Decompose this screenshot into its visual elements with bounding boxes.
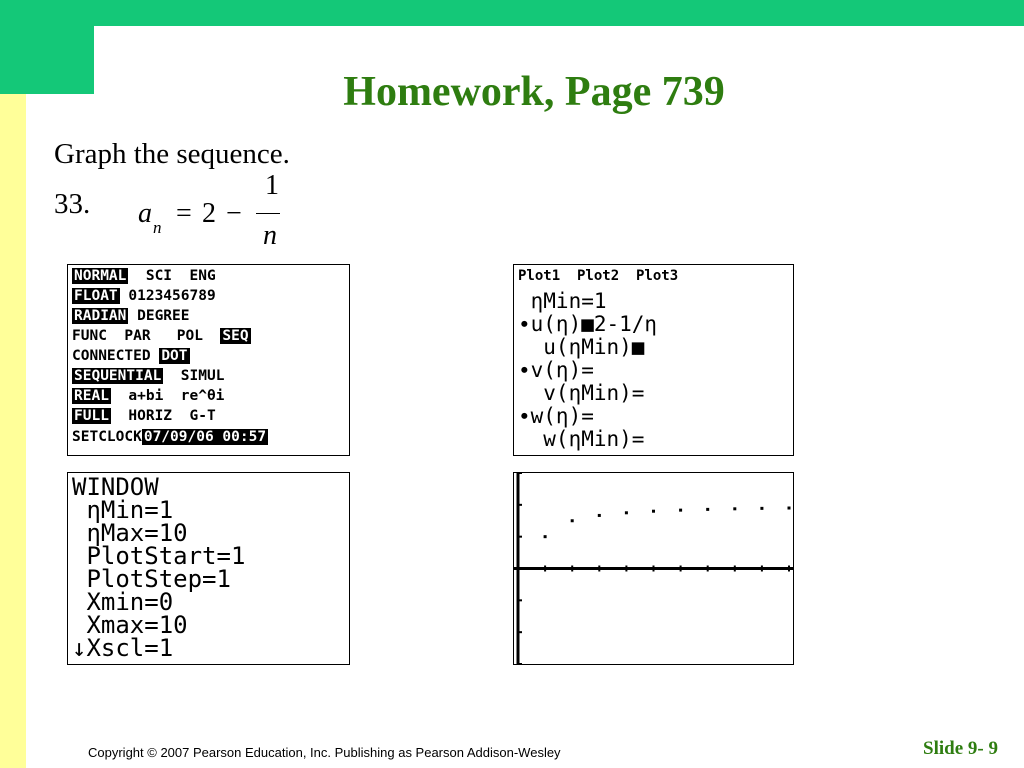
slide-title: Homework, Page 739 <box>343 69 725 115</box>
y-editor-line: w(ηMin)= <box>518 427 645 451</box>
formula-fraction-bar <box>256 213 280 214</box>
sequence-formula <box>138 170 288 254</box>
mode-options: SETCLOCK <box>72 429 142 445</box>
mode-selected: SEQUENTIAL <box>74 368 162 384</box>
formula-constant: 2 <box>202 198 216 229</box>
sequence-point <box>760 507 763 510</box>
mode-selected: FULL <box>74 408 109 424</box>
sequence-point <box>706 508 709 511</box>
mode-options: a+bi re^θi <box>110 388 225 404</box>
y-editor-line: ηMin=1 <box>518 289 607 313</box>
mode-options: FUNC PAR POL <box>72 328 221 344</box>
window-line: Xmin=0 <box>72 588 174 616</box>
mode-options: CONNECTED <box>72 348 160 364</box>
mode-row <box>72 289 216 304</box>
mode-selected: NORMAL <box>74 268 127 284</box>
mode-row <box>72 349 190 364</box>
sequence-graph <box>514 473 793 664</box>
mode-selected: DOT <box>161 348 188 364</box>
formula-variable: a <box>138 198 152 229</box>
calculator-graph-screen <box>513 472 794 665</box>
formula-minus: − <box>226 198 242 229</box>
mode-row <box>72 309 190 324</box>
mode-row <box>72 269 216 284</box>
calculator-mode-screen <box>67 264 350 456</box>
formula-subscript: n <box>153 218 162 237</box>
sequence-point <box>625 511 628 514</box>
window-line: ↓Xscl=1 <box>72 634 174 662</box>
formula-numerator: 1 <box>265 170 279 201</box>
sequence-point <box>544 535 547 538</box>
mode-row <box>72 389 224 404</box>
sequence-point <box>788 507 791 510</box>
mode-selected: REAL <box>74 388 109 404</box>
mode-options: SCI ENG <box>128 268 216 284</box>
plot-header: Plot1 Plot2 Plot3 <box>518 268 679 284</box>
problem-number: 33. <box>54 188 91 220</box>
sequence-point <box>679 509 682 512</box>
mode-row <box>72 430 268 445</box>
window-line: Xmax=10 <box>72 611 188 639</box>
sequence-point <box>733 507 736 510</box>
formula-equals: = <box>176 198 192 229</box>
calculator-y-editor-screen <box>513 264 794 456</box>
mode-row <box>72 329 251 344</box>
mode-row <box>72 369 224 384</box>
y-editor-line: ∙v(η)= <box>518 358 594 382</box>
y-editor-line: u(ηMin)■ <box>518 335 645 359</box>
formula-denominator: n <box>263 220 277 251</box>
instruction-text: Graph the sequence. <box>54 138 290 170</box>
y-editor-line: v(ηMin)= <box>518 381 645 405</box>
calculator-window-screen <box>67 472 350 665</box>
slide-number: Slide 9- 9 <box>923 738 998 759</box>
window-line: PlotStart=1 <box>72 542 246 570</box>
top-accent-bar <box>0 0 1024 26</box>
y-editor-line: ∙w(η)= <box>518 404 594 428</box>
sequence-point <box>571 519 574 522</box>
copyright-footer: Copyright © 2007 Pearson Education, Inc. Publishing as Pearson Addison-Wesley <box>88 745 561 760</box>
mode-selected: SEQ <box>222 328 249 344</box>
mode-selected: FLOAT <box>74 288 118 304</box>
mode-options: SIMUL <box>163 368 225 384</box>
sequence-point <box>598 514 601 517</box>
mode-row <box>72 409 216 424</box>
y-editor-line: ∙u(η)■2-1/η <box>518 312 658 336</box>
window-line: WINDOW <box>72 473 159 501</box>
window-line: ηMin=1 <box>72 496 174 524</box>
window-line: PlotStep=1 <box>72 565 231 593</box>
mode-options: 0123456789 <box>119 288 216 304</box>
sequence-point <box>652 510 655 513</box>
mode-selected: 07/09/06 00:57 <box>143 429 267 445</box>
window-line: ηMax=10 <box>72 519 188 547</box>
mode-options: DEGREE <box>128 308 190 324</box>
mode-options: HORIZ G-T <box>110 408 216 424</box>
mode-selected: RADIAN <box>74 308 127 324</box>
